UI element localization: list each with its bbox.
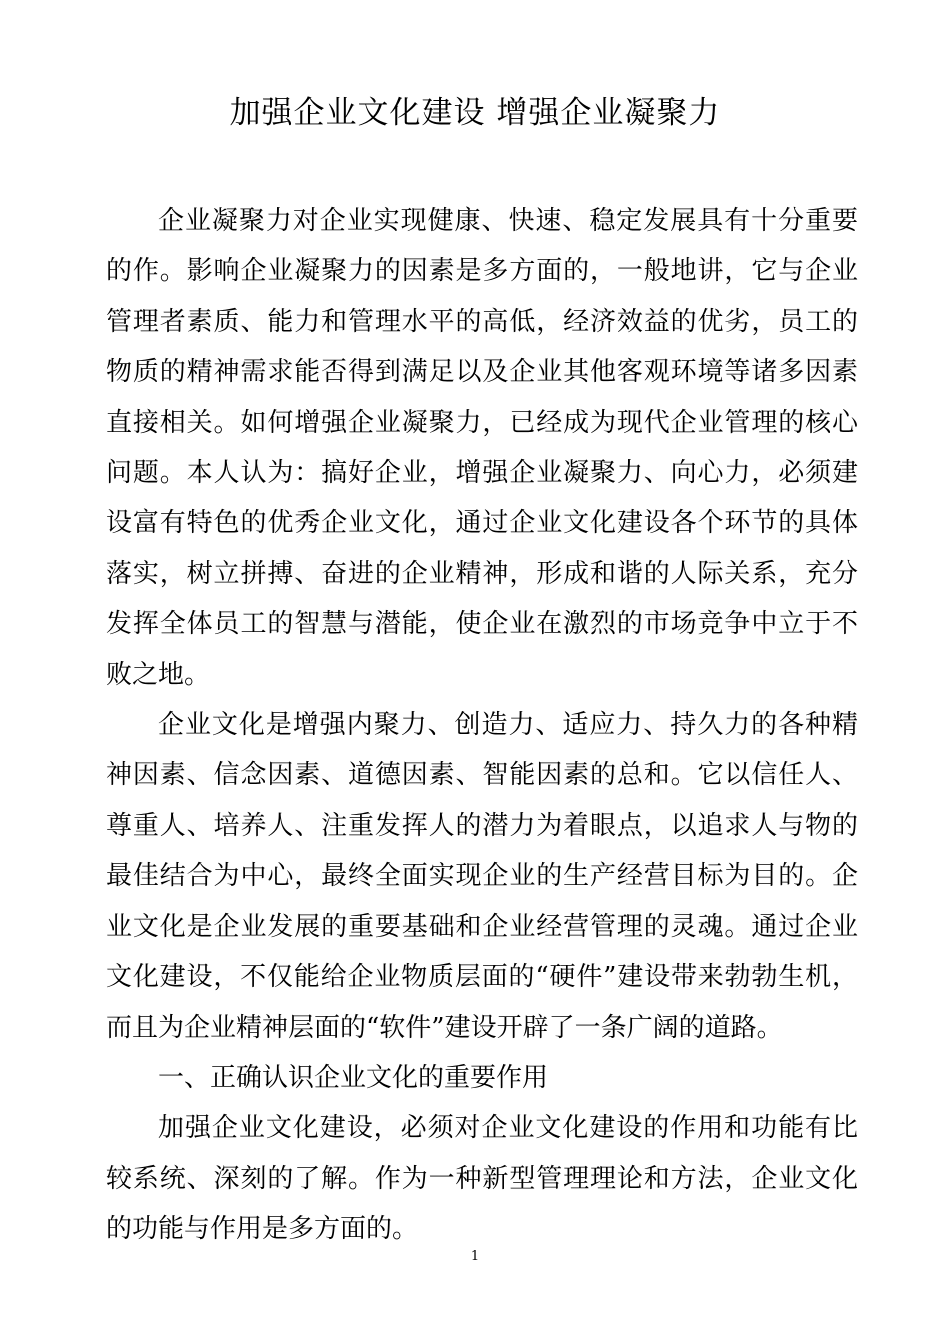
paragraph-intro: 企业凝聚力对企业实现健康、快速、稳定发展具有十分重要的作。影响企业凝聚力的因素是多方面的，一般地讲，它与企业管理者素质、能力和管理水平的高低，经济效益的优劣，员工的物质的精神需求能否得到满足以及企业其他客观环境等诸多因素直接相关。如何增强企业凝聚力，已经成为现代企业管理的核心问题。本人认为：搞好企业，增强企业凝聚力、向心力，必须建设富有特色的优秀企业文化，通过企业文化建设各个环节的具体落实，树立拼搏、奋进的企业精神，形成和谐的人际关系，充分发挥全体员工的智慧与潜能，使企业在激烈的市场竞争中立于不败之地。 <box>106 206 858 690</box>
document-body <box>106 196 858 1255</box>
page-number: 1 <box>470 1249 480 1264</box>
paragraph-section-1: 加强企业文化建设，必须对企业文化建设的作用和功能有比较系统、深刻的了解。作为一种新型管理理论和方法，企业文化的功能与作用是多方面的。 <box>106 1113 858 1245</box>
section-heading-1: 一、正确认识企业文化的重要作用 <box>158 1062 549 1093</box>
document-title: 加强企业文化建设 增强企业凝聚力 <box>229 95 721 131</box>
paragraph-culture-definition: 企业文化是增强内聚力、创造力、适应力、持久力的各种精神因素、信念因素、道德因素、智能因素的总和。它以信任人、尊重人、培养人、注重发挥人的潜力为着眼点，以追求人与物的最佳结合为中心，最终全面实现企业的生产经营目标为目的。企业文化是企业发展的重要基础和企业经营管理的灵魂。通过企业文化建设，不仅能给企业物质层面的“硬件”建设带来勃勃生机，而且为企业精神层面的“软件”建设开辟了一条广阔的道路。 <box>106 710 858 1043</box>
